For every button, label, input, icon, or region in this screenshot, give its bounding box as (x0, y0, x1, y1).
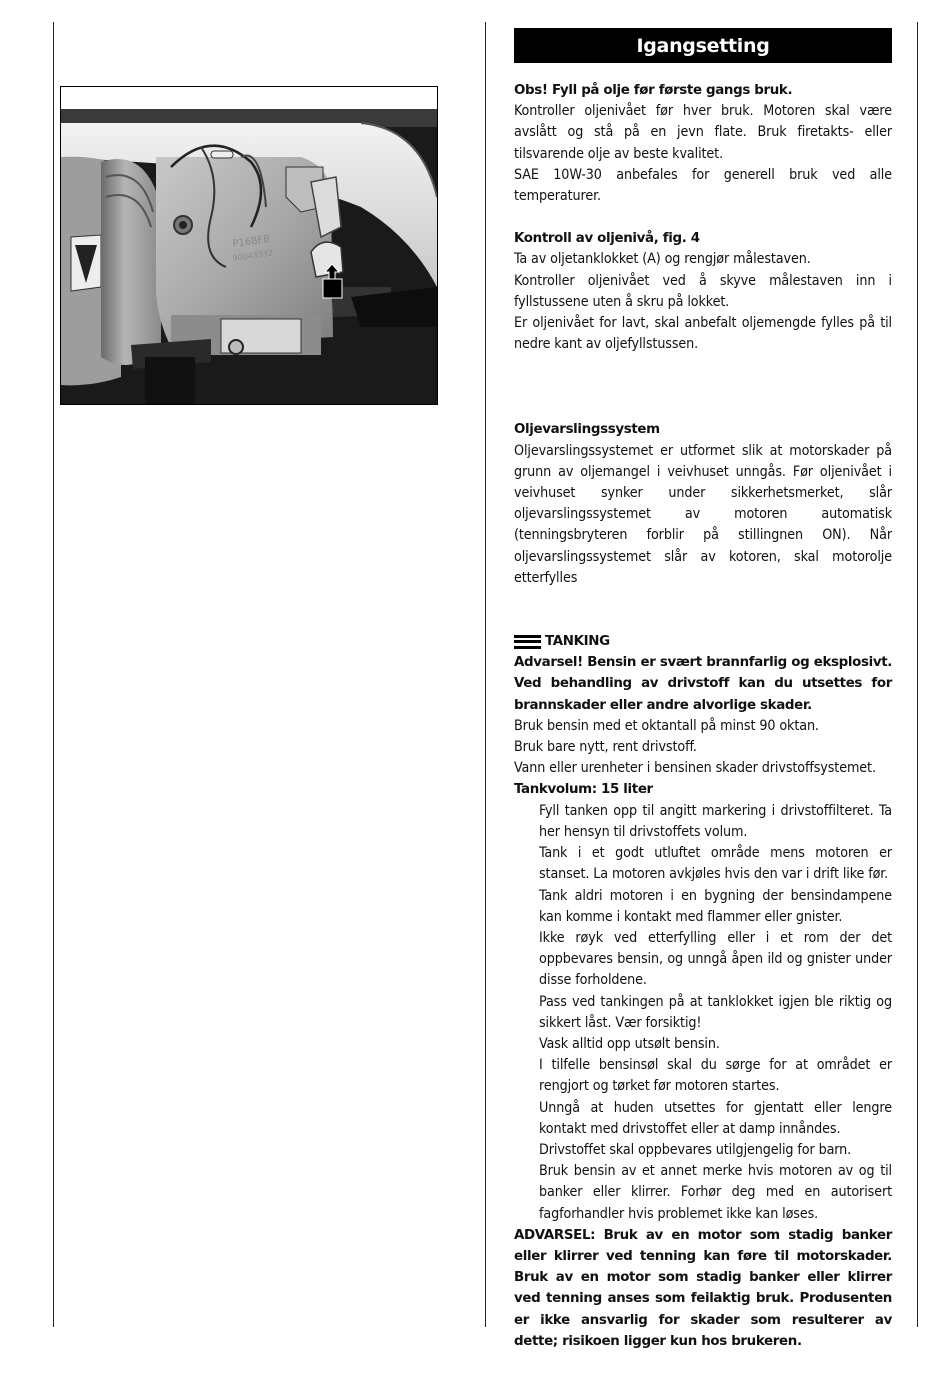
center-column-rule (485, 22, 486, 1327)
oil-check-step: Kontroller oljenivået ved å skyve målestaven inn i fyllstussene uten å skru på lokket. (514, 272, 892, 310)
content-column (514, 28, 892, 1352)
tanking-instruction: Unngå at huden utsettes for gjentatt eller lengre kontakt med drivstoffet eller at damp innåndes. (539, 1099, 892, 1137)
svg-text:P168FB: P168FB (231, 233, 271, 250)
tanking-heading (514, 631, 892, 652)
tanking-line: Bruk bare nytt, rent drivstoff. (514, 739, 697, 756)
tanking-instruction: Tank i et godt utluftet område mens motoren er stanset. La motoren avkjøles hvis den var i drift like før. (539, 845, 892, 883)
oil-check-step: Er oljenivået for lavt, skal anbefalt oljemengde fylles på til nedre kant av oljefyllstussen. (514, 315, 892, 353)
engine-photo-illustration (61, 87, 437, 404)
tanking-instruction: Ikke røyk ved etterfylling eller i et rom der det oppbevares bensin, og unngå åpen ild og gnister under disse forholdene. (539, 929, 892, 989)
tanking-instruction: Tank aldri motoren i en bygning der bensindampene kan komme i kontakt med flammer eller gnister. (539, 887, 892, 925)
left-column-rule (53, 22, 54, 1327)
tank-volume: Tankvolum: 15 liter (514, 782, 653, 798)
right-column-rule (917, 22, 918, 1327)
tanking-instruction: I tilfelle bensinsøl skal du sørge for at området er rengjort og tørket før motoren startes. (539, 1057, 892, 1095)
tanking-line: Bruk bensin med et oktantall på minst 90 oktan. (514, 717, 819, 734)
tanking-heading-label: TANKING (545, 634, 610, 650)
tanking-instruction: Fyll tanken opp til angitt markering i drivstoffilteret. Ta her hensyn til drivstoffets volum. (539, 802, 892, 840)
oil-check-heading: Kontroll av oljenivå, fig. 4 (514, 231, 700, 247)
oil-warning-paragraph: Oljevarslingssystemet er utformet slik at motorskader på grunn av oljemangel i veivhuset unngås. Før oljenivået i veivhuset synker under sikkerhetsmerket, slår oljevarslingssystemet av motoren automatisk (tenningsbryteren forblir på stillingnen ON). Når oljevarslingssystemet slår av kotoren, skal motorolje etterfylles (514, 442, 892, 586)
tanking-instruction: Vask alltid opp utsølt bensin. (539, 1035, 720, 1052)
oil-fill-notice: Obs! Fyll på olje før første gangs bruk. (514, 83, 793, 98)
tanking-instruction: Drivstoffet skal oppbevares utilgjengelig for barn. (539, 1141, 852, 1158)
sae-recommendation: SAE 10W-30 anbefales for generell bruk ved alle temperaturer. (514, 166, 892, 205)
intro-paragraph: Kontroller oljenivået før hver bruk. Motoren skal være avslått og stå på en jevn flate. Bruk firetakts- eller tilsvarende olje av beste kvalitet. (514, 103, 892, 162)
oil-warning-heading: Oljevarslingssystem (514, 422, 660, 438)
tanking-instruction: Bruk bensin av et annet merke hvis motoren av og til banker eller klirrer. Forhør deg med en autorisert fagforhandler hvis problemet ikke kan løses. (539, 1163, 892, 1222)
tanking-line: Vann eller urenheter i bensinen skader drivstoffsystemet. (514, 760, 876, 777)
section-title: Igangsetting (514, 28, 892, 63)
tanking-warning: Advarsel! Bensin er svært brannfarlig og eksplosivt. Ved behandling av drivstoff kan du utsettes for brannskader eller andre alvorlige skader. (514, 655, 892, 713)
tanking-instruction: Pass ved tankingen på at tanklokket igjen ble riktig og sikkert låst. Vær forsiktig! (539, 993, 892, 1031)
menu-lines-icon (514, 635, 541, 649)
final-warning: ADVARSEL: Bruk av en motor som stadig banker eller klirrer ved tenning kan føre til motorskader. Bruk av en motor som stadig banker eller klirrer ved tenning anses som feilaktig bruk. Produsenten er ikke ansvarlig for skader som resulterer av dette; risikoen ligger kun hos brukeren. (514, 1227, 892, 1349)
svg-text:90043332: 90043332 (232, 248, 274, 263)
engine-photo (60, 86, 438, 405)
oil-check-step: Ta av oljetanklokket (A) og rengjør målestaven. (514, 251, 811, 268)
